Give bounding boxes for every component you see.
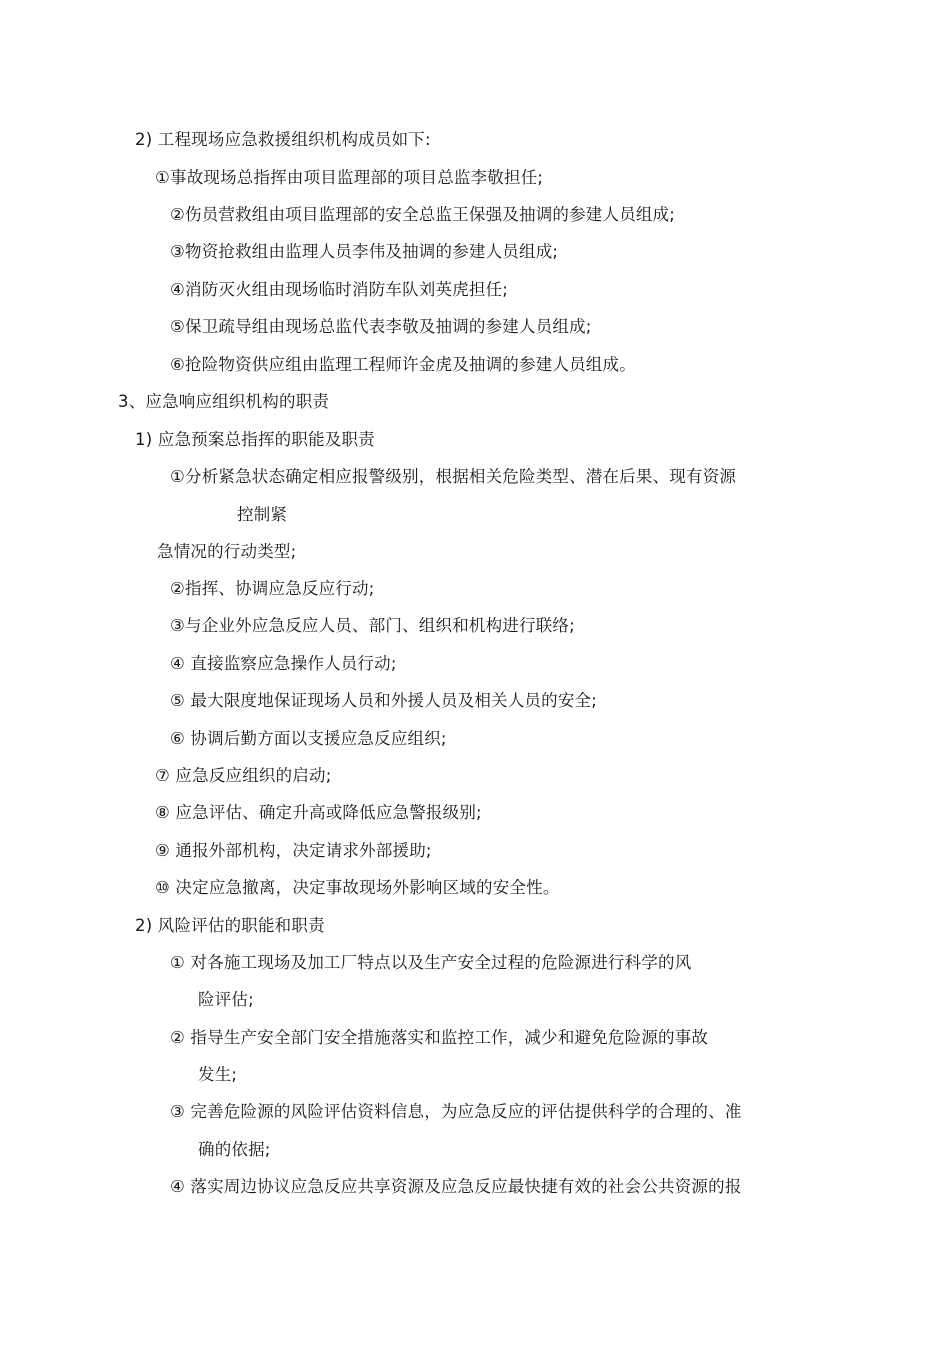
- list-item-continuation: 发生;: [198, 1065, 238, 1084]
- list-item: ⑨ 通报外部机构，决定请求外部援助;: [155, 841, 432, 860]
- list-item: ①分析紧急状态确定相应报警级别，根据相关危险类型、潜在后果、现有资源: [170, 467, 737, 486]
- list-item: ⑤保卫疏导组由现场总监代表李敬及抽调的参建人员组成;: [170, 317, 592, 336]
- list-item: ⑥抢险物资供应组由监理工程师许金虎及抽调的参建人员组成。: [170, 355, 636, 374]
- list-item: ⑥ 协调后勤方面以支援应急反应组织;: [170, 729, 447, 748]
- list-item: ③与企业外应急反应人员、部门、组织和机构进行联络;: [170, 616, 575, 635]
- list-item-continuation: 控制紧: [237, 505, 288, 524]
- list-item-continuation: 急情况的行动类型;: [157, 542, 297, 561]
- subsection-heading-2: 2) 风险评估的职能和职责: [135, 916, 325, 935]
- list-item: ⑧ 应急评估、确定升高或降低应急警报级别;: [155, 803, 482, 822]
- list-item: ② 指导生产安全部门安全措施落实和监控工作，减少和避免危险源的事故: [170, 1028, 709, 1047]
- section-heading-2: 2) 工程现场应急救援组织机构成员如下:: [135, 130, 431, 149]
- list-item: ① 对各施工现场及加工厂特点以及生产安全过程的危险源进行科学的风: [170, 953, 692, 972]
- list-item: ④ 落实周边协议应急反应共享资源及应急反应最快捷有效的社会公共资源的报: [170, 1177, 742, 1196]
- subsection-heading-1: 1) 应急预案总指挥的职能及职责: [135, 430, 375, 449]
- list-item: ⑤ 最大限度地保证现场人员和外援人员及相关人员的安全;: [170, 691, 597, 710]
- list-item: ⑦ 应急反应组织的启动;: [155, 766, 332, 785]
- list-item: ④ 直接监察应急操作人员行动;: [170, 654, 397, 673]
- list-item: ②伤员营救组由项目监理部的安全总监王保强及抽调的参建人员组成;: [170, 205, 676, 224]
- list-item: ①事故现场总指挥由项目监理部的项目总监李敬担任;: [155, 168, 544, 187]
- list-item-continuation: 确的依据;: [198, 1140, 271, 1159]
- list-item-continuation: 险评估;: [198, 990, 254, 1009]
- section-heading-3: 3、应急响应组织机构的职责: [118, 392, 330, 411]
- list-item: ⑩ 决定应急撤离，决定事故现场外影响区域的安全性。: [155, 878, 560, 897]
- list-item: ④消防灭火组由现场临时消防车队刘英虎担任;: [170, 280, 509, 299]
- list-item: ③物资抢救组由监理人员李伟及抽调的参建人员组成;: [170, 242, 559, 261]
- list-item: ③ 完善危险源的风险评估资料信息，为应急反应的评估提供科学的合理的、准: [170, 1102, 742, 1121]
- list-item: ②指挥、协调应急反应行动;: [170, 579, 375, 598]
